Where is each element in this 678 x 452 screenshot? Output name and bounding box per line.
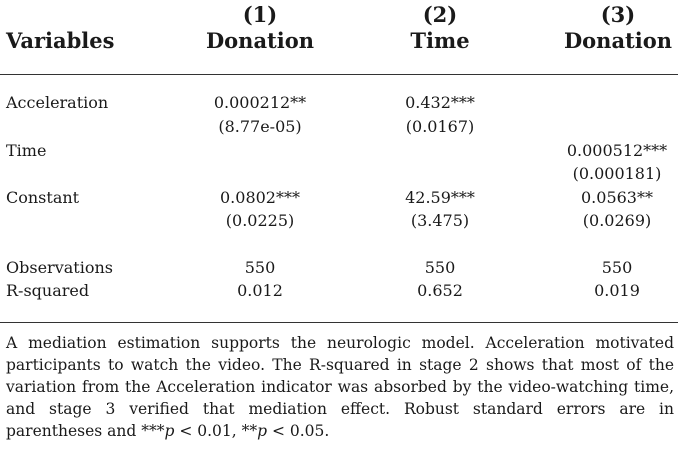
row-label-constant: Constant [6, 188, 80, 207]
column-number: (3) [600, 2, 636, 27]
note-sig1-stars: *** [141, 422, 165, 440]
column-label: Donation [563, 28, 673, 53]
note-sig1-rest: < 0.01, [174, 422, 242, 440]
note-text: A mediation estimation supports the neurologic model. Acceleration motivated participants to watch the video. The R-squared in stage 2 shows that most of the variation from the Acceleration indicator was absorbed by the video-watching time, and stage 3 verified that mediation effect. Robust standard errors are in parentheses and [6, 334, 674, 440]
acceleration-c2: 0.432*** [405, 93, 475, 112]
rsquared-c1: 0.012 [237, 281, 283, 300]
constant-c3-se: (0.0269) [582, 211, 652, 230]
column-number: (1) [242, 2, 278, 27]
observations-c3: 550 [601, 258, 633, 277]
table-note [6, 332, 674, 442]
note-sig2-p: p [257, 422, 268, 440]
constant-c3: 0.0563** [581, 188, 653, 207]
observations-c2: 550 [424, 258, 456, 277]
variables-header: Variables [6, 28, 115, 53]
acceleration-c2-se: (0.0167) [405, 117, 475, 136]
row-label-time: Time [6, 141, 47, 160]
rsquared-c2: 0.652 [417, 281, 463, 300]
time-c3-se: (0.000181) [572, 164, 662, 183]
constant-c2: 42.59*** [405, 188, 475, 207]
constant-c1-se: (0.0225) [225, 211, 295, 230]
row-label-acceleration: Acceleration [6, 93, 109, 112]
rsquared-c3: 0.019 [594, 281, 640, 300]
footer-rule [0, 322, 678, 323]
note-sig1-p: p [164, 422, 175, 440]
note-sig2-rest: < 0.05. [267, 422, 330, 440]
observations-c1: 550 [244, 258, 276, 277]
row-label-rsquared: R-squared [6, 281, 90, 300]
constant-c2-se: (3.475) [410, 211, 470, 230]
header-rule [0, 74, 678, 75]
acceleration-c1-se: (8.77e-05) [218, 117, 302, 136]
acceleration-c1: 0.000212** [213, 93, 307, 112]
time-c3: 0.000512*** [566, 141, 668, 160]
column-header-3 [558, 2, 678, 54]
row-label-observations: Observations [6, 258, 113, 277]
column-label: Time [410, 28, 470, 53]
column-label: Donation [205, 28, 315, 53]
column-number: (2) [422, 2, 458, 27]
constant-c1: 0.0802*** [220, 188, 300, 207]
note-sig2-stars: ** [241, 422, 258, 440]
column-header-1 [200, 2, 320, 54]
column-header-2 [380, 2, 500, 54]
